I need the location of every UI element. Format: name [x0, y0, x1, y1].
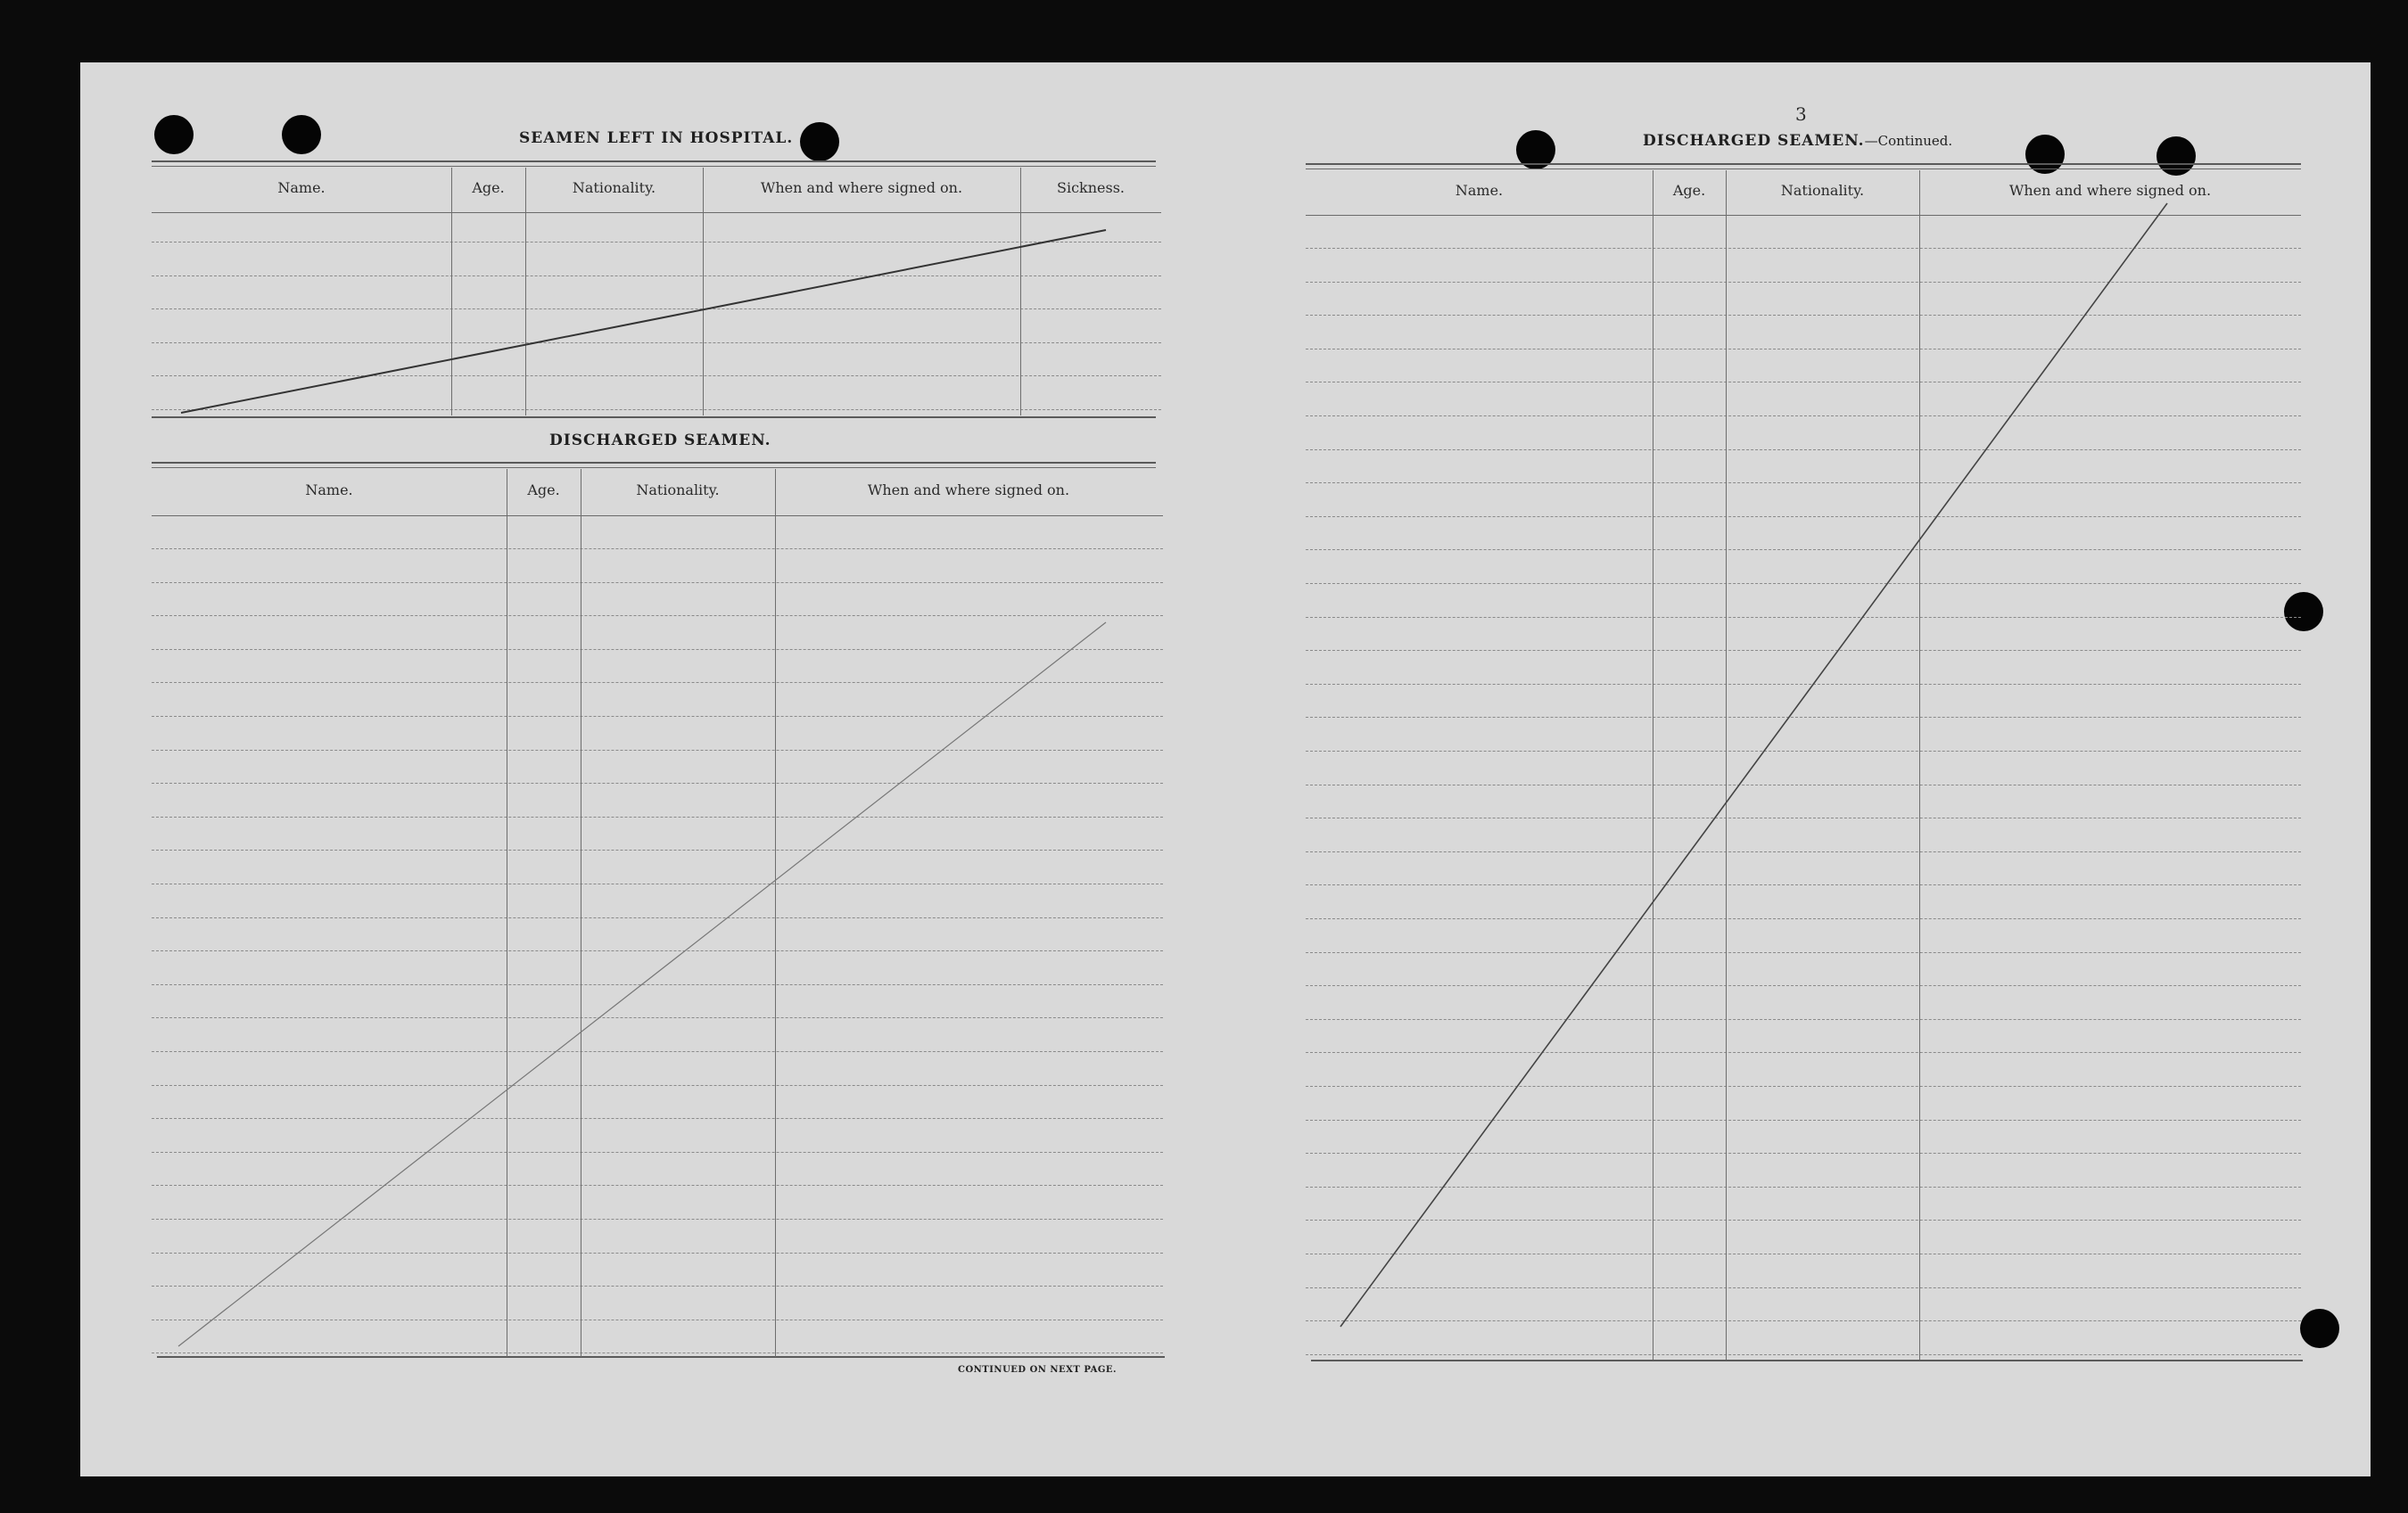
continued-note: CONTINUED ON NEXT PAGE. [958, 1365, 1117, 1375]
col-header-sickness: Sickness. [1056, 179, 1125, 196]
col-header-signed-on: When and where signed on. [760, 179, 963, 196]
strike-line [181, 230, 1106, 413]
hospital-section-title: SEAMEN LEFT IN HOSPITAL. [519, 129, 794, 147]
col-header-age: Age. [527, 481, 560, 498]
page-number: 3 [1795, 103, 1807, 125]
col-header-name: Name. [305, 481, 353, 498]
col-header-signed-on: When and where signed on. [867, 481, 1070, 498]
title-continued: —Continued. [1864, 133, 1953, 149]
col-header-name: Name. [1455, 182, 1504, 199]
col-header-age: Age. [1672, 182, 1706, 199]
col-header-nationality: Nationality. [1780, 182, 1865, 199]
right-section-title-text: DISCHARGED SEAMEN. [1643, 132, 1865, 150]
col-header-signed-on: When and where signed on. [2008, 182, 2212, 199]
col-header-name: Name. [277, 179, 326, 196]
col-header-nationality: Nationality. [636, 481, 720, 498]
strike-line [178, 622, 1106, 1346]
discharged-section-title: DISCHARGED SEAMEN. [549, 432, 771, 449]
col-header-nationality: Nationality. [572, 179, 656, 196]
col-header-age: Age. [472, 179, 505, 196]
strike-line [1340, 203, 2167, 1327]
